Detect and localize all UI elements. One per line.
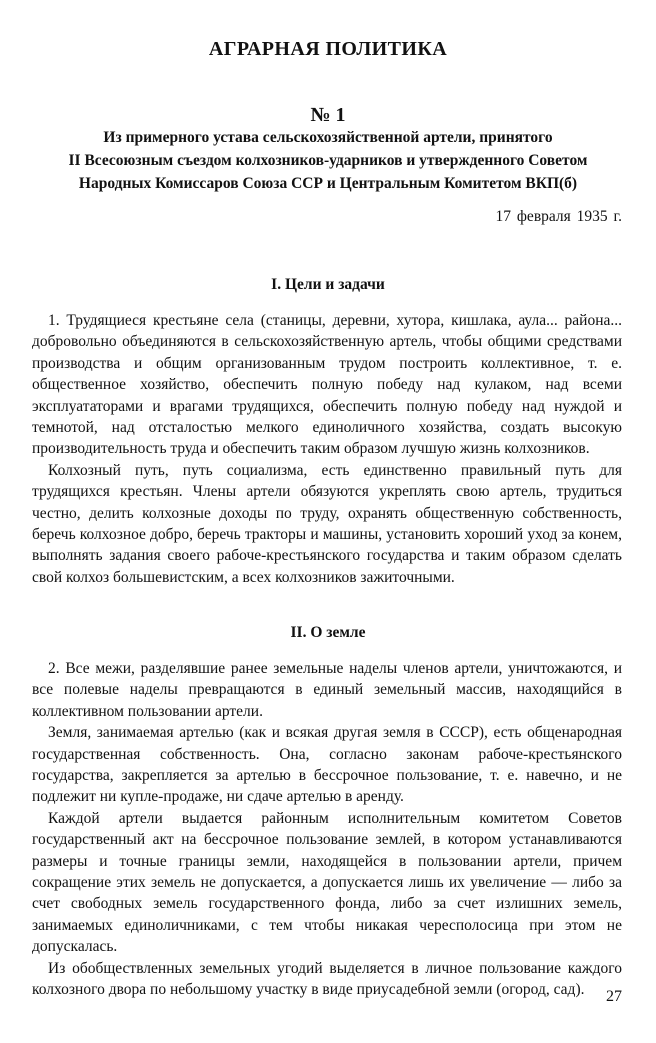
- document-heading: [20, 126, 636, 195]
- document-number: № 1: [310, 104, 346, 126]
- paragraph: Каждой артели выдается районным исполнительным комитетом Советов государственный акт на бессрочное пользование землей, в котором устанавливаются размеры и точные границы земли, находящейся в пользовании артели, причем сокращение этих земель не допускается, а допускается лишь их увеличение — либо за счет свободных земель государственного фонда, либо за счет излишних земель, занимаемых единоличниками, с тем чтобы никакая чересполосица при этом не допускалась.: [32, 809, 622, 956]
- heading-line: Из примерного устава сельскохозяйственной артели, принятого: [103, 129, 553, 146]
- paragraph: Колхозный путь, путь социализма, есть единственно правильный путь для трудящихся крестьян. Члены артели обязуются укреплять свою артель, трудиться честно, делить колхозные доходы по труду, охранять общественную собственность, беречь колхозное добро, беречь тракторы и машины, установить хороший уход за конем, выполнять задания своего рабоче-крестьянского государства и таким образом сделать свой колхоз большевистским, а всех колхозников зажиточными.: [32, 461, 622, 586]
- part-heading-land: II. О земле: [290, 624, 366, 641]
- paragraph: 2. Все межи, разделявшие ранее земельные наделы членов артели, уничтожаются, и все полевые наделы превращаются в единый земельный массив, находящийся в коллективном пользовании артели.: [32, 660, 622, 720]
- part-body-goals: [32, 310, 622, 588]
- part-heading-goals: I. Цели и задачи: [271, 276, 385, 293]
- heading-line: II Всесоюзным съездом колхозников-ударников и утвержденного Советом: [68, 152, 588, 169]
- heading-line: Народных Комиссаров Союза ССР и Центральным Комитетом ВКП(б): [78, 175, 578, 192]
- paragraph: Земля, занимаемая артелью (как и всякая другая земля в СССР), есть общенародная государственная собственность. Она, согласно законам рабоче-крестьянского государства, закрепляется за артелью в бессрочное пользование, т. е. навечно, и не подлежит ни купле-продаже, ни сдаче артелью в аренду.: [32, 724, 622, 806]
- paragraph: 1. Трудящиеся крестьяне села (станицы, деревни, хутора, кишлака, аула... района... добровольно объединяются в сельскохозяйственную артель, чтобы общими средствами производства и общим организованным трудом построить коллективное, т. е. общественное хозяйство, обеспечить полную победу над кулаком, над всеми эксплуататорами и врагами трудящихся, обеспечить полную победу над нуждой и темнотой, над отсталостью мелкого единоличного хозяйства, создать высокую производительность труда и обеспечить таким образом лучшую жизнь колхозников.: [32, 312, 622, 458]
- page-number: 27: [606, 988, 622, 1005]
- document-date: 17 февраля 1935 г.: [495, 208, 622, 225]
- paragraph: Из обобществленных земельных угодий выделяется в личное пользование каждого колхозного двора по небольшому участку в виде приусадебной земли (огород, сад).: [32, 959, 622, 999]
- part-body-land: [32, 658, 622, 1001]
- section-title: АГРАРНАЯ ПОЛИТИКА: [208, 38, 448, 60]
